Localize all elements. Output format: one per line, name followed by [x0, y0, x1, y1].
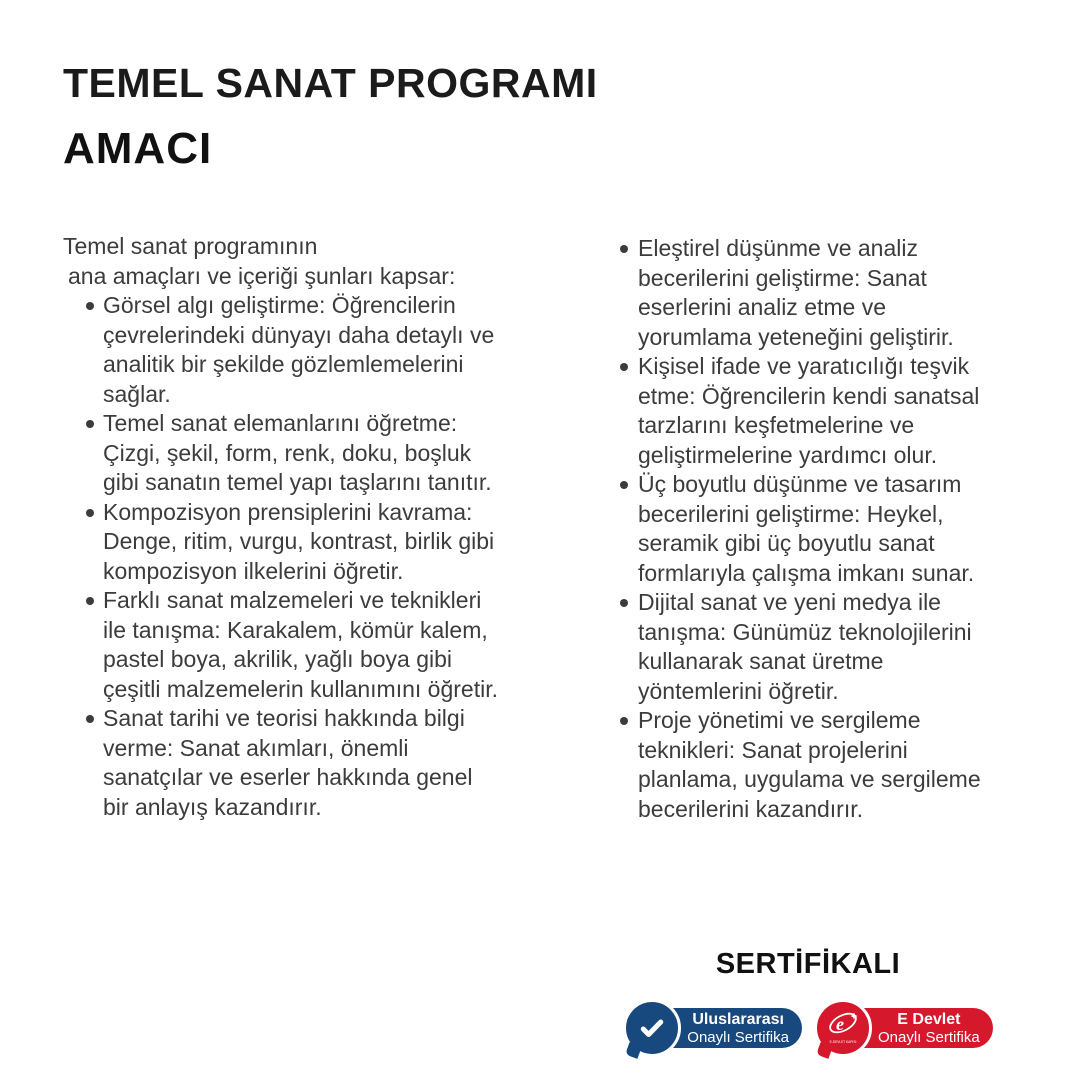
edevlet-icon [814, 999, 872, 1057]
badge-title: Uluslararası [692, 1010, 784, 1028]
page-title: TEMEL SANAT PROGRAMI [63, 60, 598, 106]
badge-row [620, 999, 996, 1057]
certification-heading: SERTİFİKALI [715, 948, 901, 980]
left-column [63, 232, 501, 822]
bullet-item: Kişisel ifade ve yaratıcılığı teşvik etme: Öğrencilerin kendi sanatsal tarzlarını keşfetmelerine ve geliştirmelerine yardımcı olur. [618, 352, 996, 470]
bullet-item: Temel sanat elemanlarını öğretme: Çizgi, şekil, form, renk, doku, boşluk gibi sanatın temel yapı taşlarını tanıtır. [63, 409, 501, 498]
speech-bubble-tail [625, 1042, 642, 1059]
bullet-item: Dijital sanat ve yeni medya ile tanışma: Günümüz teknolojilerini kullanarak sanat üretme yöntemlerini öğretir. [618, 588, 996, 706]
bullet-item: Farklı sanat malzemeleri ve teknikleri ile tanışma: Karakalem, kömür kalem, pastel boya, akrilik, yağlı boya gibi çeşitli malzemelerin kullanımını öğretir. [63, 586, 501, 704]
bullet-item: Proje yönetimi ve sergileme teknikleri: Sanat projelerini planlama, uygulama ve sergileme becerilerini kazandırır. [618, 706, 996, 824]
badge-international [623, 999, 802, 1057]
certification-section [620, 948, 996, 1057]
badge-subtitle: Onaylı Sertifika [878, 1028, 980, 1046]
bullet-item: Kompozisyon prensiplerini kavrama: Denge, ritim, vurgu, kontrast, birlik gibi kompozisyon ilkelerini öğretir. [63, 498, 501, 587]
page-subtitle: AMACI [63, 124, 213, 173]
svg-text:e: e [836, 1014, 844, 1034]
title-block [63, 60, 598, 174]
right-bullet-list [618, 234, 996, 824]
left-bullet-list [63, 291, 501, 822]
badge-subtitle: Onaylı Sertifika [687, 1028, 789, 1046]
bullet-item: Üç boyutlu düşünme ve tasarım becerilerini geliştirme: Heykel, seramik gibi üç boyutlu sanat formlarıyla çalışma imkanı sunar. [618, 470, 996, 588]
intro-text-line2: ana amaçları ve içeriği şunları kapsar: [68, 262, 456, 289]
bullet-item: Eleştirel düşünme ve analiz becerilerini geliştirme: Sanat eserlerini analiz etme ve yorumlama yeteneğini geliştirir. [618, 234, 996, 352]
badge-edevlet [814, 999, 993, 1057]
check-icon [623, 999, 681, 1057]
badge-title: E Devlet [897, 1010, 961, 1028]
intro-text-line1: Temel sanat programının [63, 233, 318, 259]
bullet-item: Sanat tarihi ve teorisi hakkında bilgi verme: Sanat akımları, önemli sanatçılar ve eserler hakkında genel bir anlayış kazandırır. [63, 704, 501, 822]
bullet-item: Görsel algı geliştirme: Öğrencilerin çevrelerindeki dünyayı daha detaylı ve analitik bir şekilde gözlemlemelerini sağlar. [63, 291, 501, 409]
edevlet-icon-caption: E-DEVLET KAPISI [829, 1040, 857, 1044]
right-column [618, 234, 996, 824]
